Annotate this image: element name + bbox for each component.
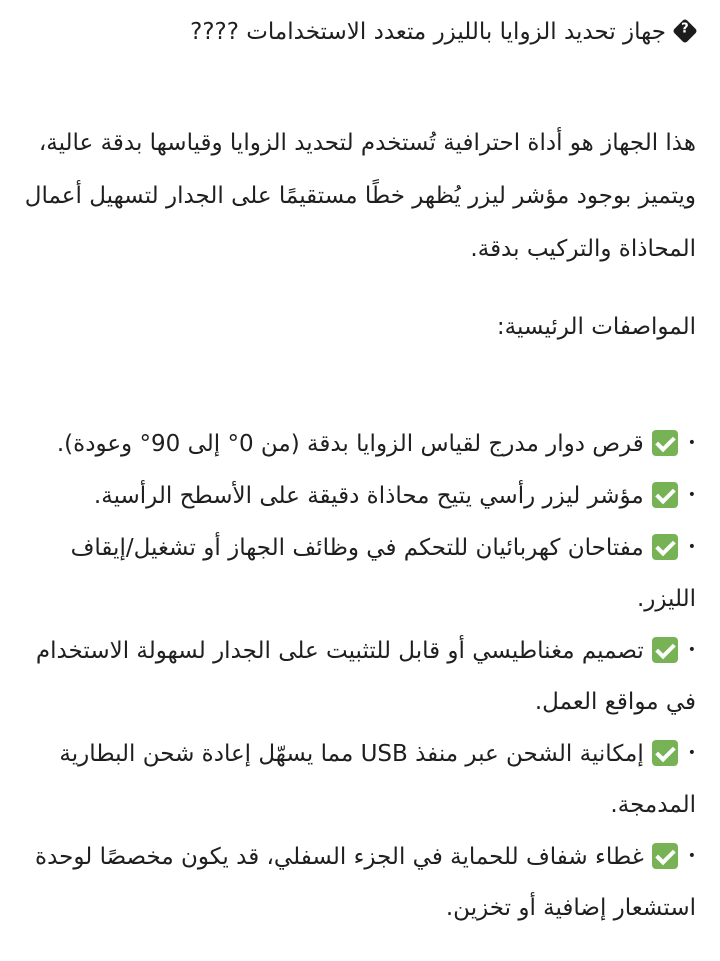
heading-text: جهاز تحديد الزوايا بالليزر متعدد الاستخدامات ???? [190, 19, 666, 45]
list-item [24, 470, 696, 522]
check-mark-icon [652, 534, 678, 560]
check-mark-icon [652, 843, 678, 869]
bullet-icon: • [687, 745, 696, 761]
question-diamond-icon [672, 18, 697, 43]
list-item [24, 625, 696, 728]
check-mark-icon [652, 430, 678, 456]
list-item [24, 418, 696, 470]
feature-text: قرص دوار مدرج لقياس الزوايا بدقة (من 0° إلى 90° وعودة). [56, 431, 644, 457]
list-item [24, 522, 696, 625]
list-item [24, 831, 696, 934]
specs-heading: المواصفات الرئيسية: [496, 314, 696, 340]
feature-text: مؤشر ليزر رأسي يتيح محاذاة دقيقة على الأسطح الرأسية. [93, 483, 644, 509]
bullet-icon: • [687, 487, 696, 503]
bullet-icon: • [687, 642, 696, 658]
check-mark-icon [652, 740, 678, 766]
intro-paragraph: هذا الجهاز هو أداة احترافية تُستخدم لتحديد الزوايا وقياسها بدقة عالية، ويتميز بوجود مؤشر ليزر يُظهر خطًا مستقيمًا على الجدار لتسهيل أعمال المحاذاة والتركيب بدقة. [24, 130, 696, 262]
section-heading [24, 14, 698, 50]
feature-text: تصميم مغناطيسي أو قابل للتثبيت على الجدار لسهولة الاستخدام في مواقع العمل. [35, 638, 696, 715]
feature-text: إمكانية الشحن عبر منفذ USB مما يسهّل إعادة شحن البطارية المدمجة. [59, 741, 696, 818]
check-mark-icon [652, 637, 678, 663]
bullet-icon: • [687, 848, 696, 864]
feature-text: غطاء شفاف للحماية في الجزء السفلي، قد يكون مخصصًا لوحدة استشعار إضافية أو تخزين. [35, 844, 696, 921]
bullet-icon: • [687, 435, 696, 451]
check-mark-icon [652, 482, 678, 508]
bullet-icon: • [687, 539, 696, 555]
features-list [24, 418, 696, 934]
feature-text: مفتاحان كهربائيان للتحكم في وظائف الجهاز أو تشغيل/إيقاف الليزر. [70, 535, 696, 612]
list-item [24, 728, 696, 831]
